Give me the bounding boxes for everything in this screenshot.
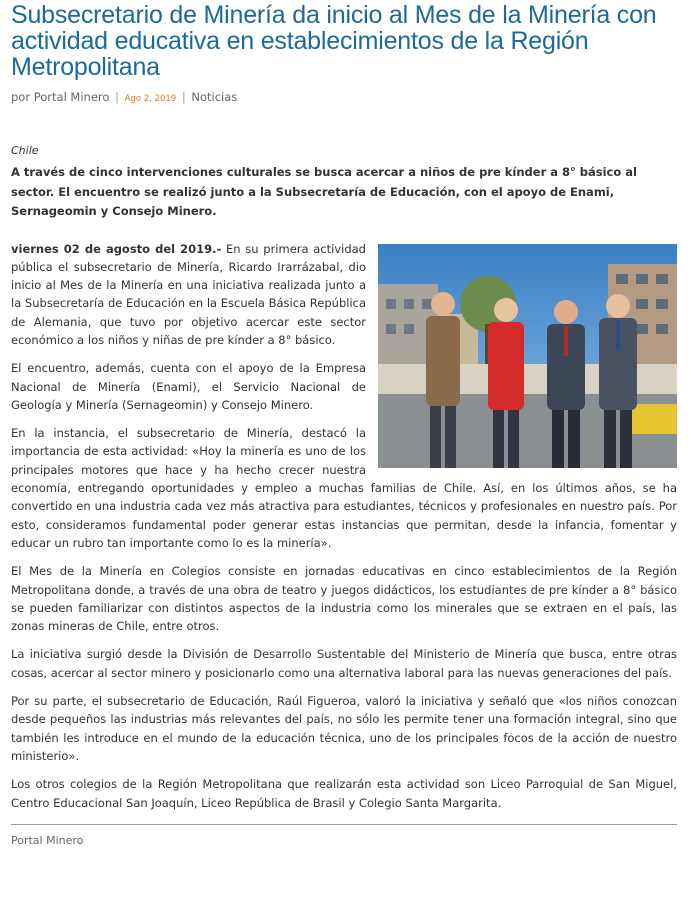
article-body <box>11 240 677 812</box>
publish-date: Ago 2, 2019 <box>124 94 177 104</box>
author-link[interactable]: Portal Minero <box>33 90 110 104</box>
paragraph-5: La iniciativa surgió desde la División de Desarrollo Sustentable del Ministerio de Minería que busca, entre otras cosas, acercar al sector minero y posicionarlo como una alternativa laboral para las nuevas generaciones del país. <box>11 647 677 680</box>
category-link[interactable]: Noticias <box>191 90 238 104</box>
meta-separator-2: | <box>181 90 186 104</box>
photo-illustration <box>378 244 677 468</box>
paragraph-7: Los otros colegios de la Región Metropolitana que realizarán esta actividad son Liceo Parroquial de San Miguel, Centro Educacional San Joaquín, Liceo República de Brasil y Colegio Santa Margarita. <box>11 777 677 810</box>
article-meta <box>11 90 677 104</box>
country-label: Chile <box>11 144 39 157</box>
article-lead: A través de cinco intervenciones culturales se busca acercar a niños de pre kínder a 8° básico al sector. El encuentro se realizó junto a la Subsecretaría de Educación, con el apoyo de Enami, Sernageomin y Consejo Minero. <box>11 165 637 218</box>
dateline: viernes 02 de agosto del 2019.- <box>11 241 222 256</box>
paragraph-4: El Mes de la Minería en Colegios consiste en jornadas educativas en cinco establecimientos de la Región Metropolitana donde, a través de una obra de teatro y juegos didácticos, los estudiantes de pre kínder a 8° básico se pueden familiarizar con distintos aspectos de la industria como los minerales que se extraen en el país, las zonas mineras de Chile, entre otros. <box>11 564 677 634</box>
meta-separator: | <box>115 90 119 104</box>
paragraph-2: El encuentro, además, cuenta con el apoyo de la Empresa Nacional de Minería (Enami), el Servicio Nacional de Geología y Minería (Sernageomin) y Consejo Minero. <box>11 361 366 412</box>
footer-divider <box>11 824 677 825</box>
paragraph-3: En la instancia, el subsecretario de Minería, destacó la importancia de esta actividad: «Hoy la minería es uno de los principales motores que hace y ha hecho crecer nuestra economía, entregando oportunidades y empleo a muchas familias de Chile. Así, en los últimos años, se ha convertido en una industria cada vez más atractiva para estudiantes, técnicos y profesionales en nuestro país. Por esto, consideramos fundamental poder generar estas instancias que permitan, desde la infancia, fomentar y educar un rubro tan importante como lo es la minería». <box>11 426 677 550</box>
article <box>0 2 691 847</box>
by-prefix: por <box>11 90 31 104</box>
article-title: Subsecretario de Minería da inicio al Mes de la Minería con actividad educativa en establecimientos de la Región Metropolitana <box>11 1 657 81</box>
paragraph-1-text: En su primera actividad pública el subsecretario de Minería, Ricardo Irarrázabal, dio inicio al Mes de la Minería en una iniciativa realizada junto a la Subsecretaría de Educación en la Escuela Básica República de Alemania, que tuvo por objetivo acercar este sector económico a los niños y niñas de pre kínder a 8° básico. <box>11 241 366 347</box>
paragraph-6: Por su parte, el subsecretario de Educación, Raúl Figueroa, valoró la iniciativa y señaló que «los niños conozcan desde pequeños las industrias más relevantes del país, no sólo les permite tener una formación integral, sino que también les introduce en el mundo de la educación técnica, uno de los principales focos de la acción de nuestro ministerio». <box>11 694 677 763</box>
footer-source: Portal Minero <box>11 833 84 847</box>
article-photo <box>378 244 677 468</box>
